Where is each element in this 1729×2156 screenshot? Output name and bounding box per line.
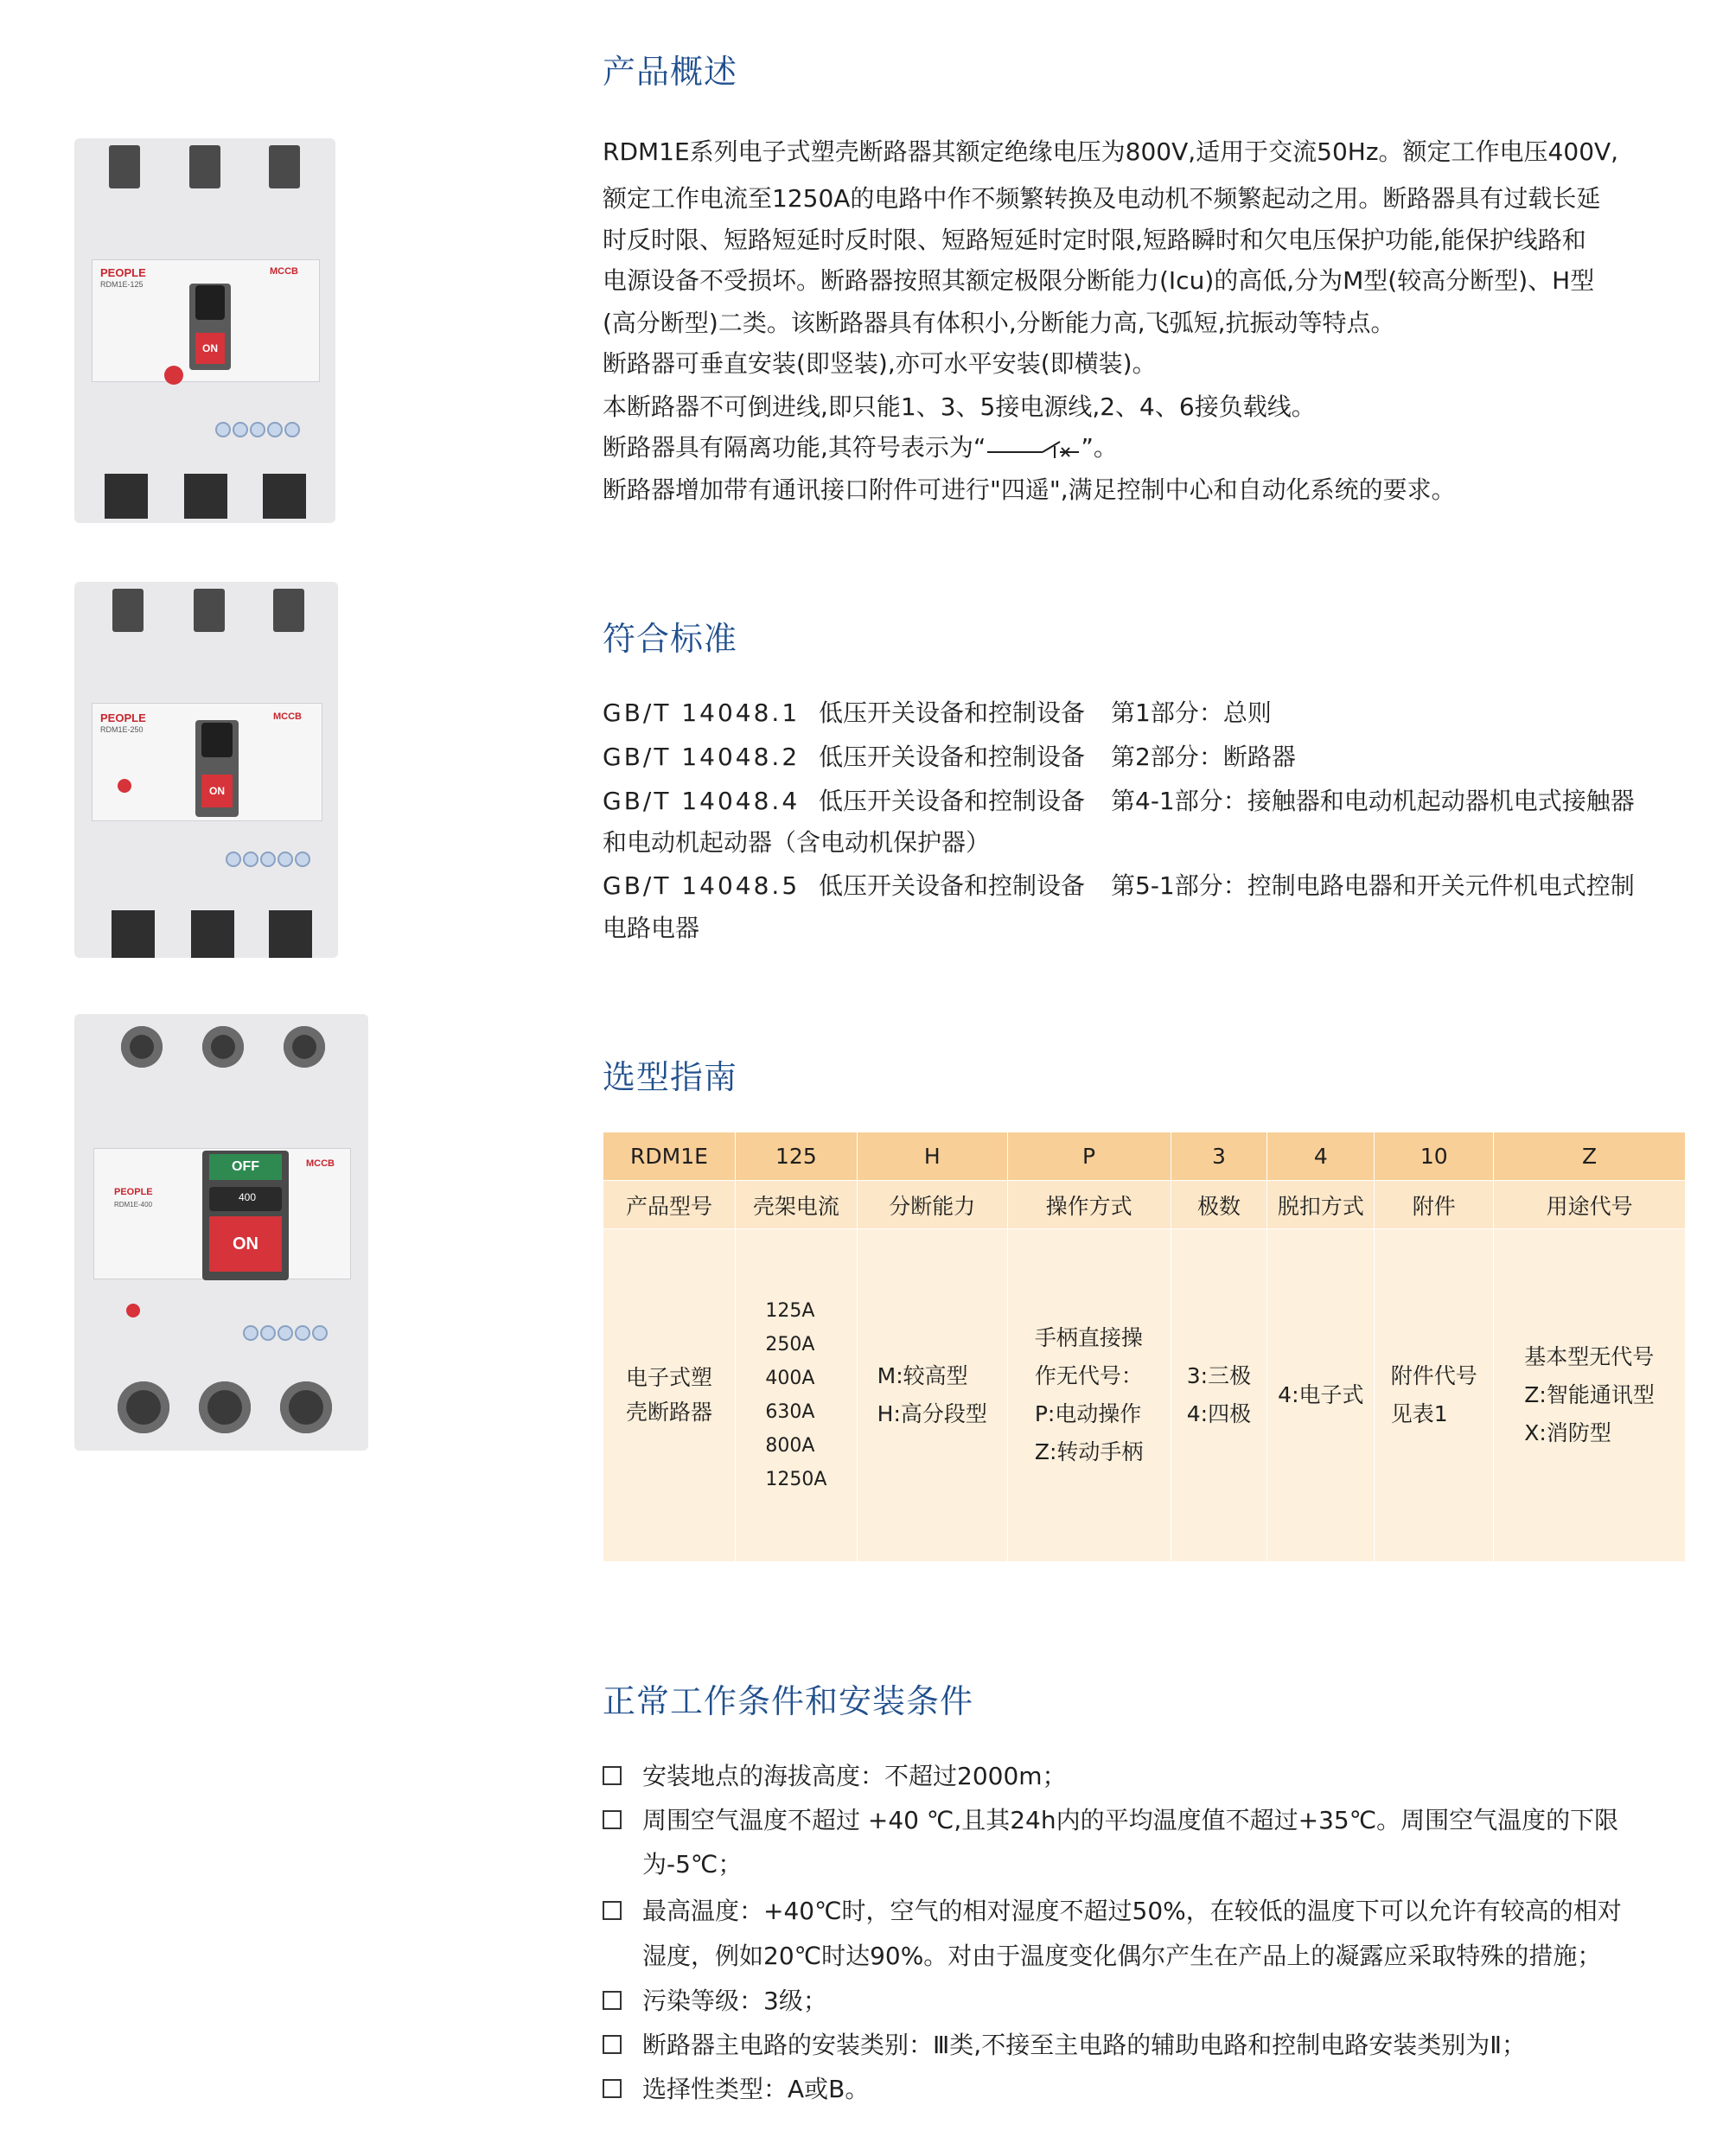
detail-line: 125A — [765, 1300, 815, 1322]
detail-line: 250A — [765, 1334, 815, 1355]
standard-part: 第4-1部分：接触器和电动机起动器机电式接触器 — [1111, 787, 1635, 815]
condition-text: 周围空气温度不超过 +40 ℃,且其24h内的平均温度值不超过+35℃。周围空气温度的下限 — [642, 1806, 1619, 1834]
standard-continuation: 和电动机起动器（含电动机保护器） — [603, 828, 991, 857]
overview-line: 断路器增加带有通讯接口附件可进行"四遥",满足控制中心和自动化系统的要求。 — [603, 475, 1456, 504]
label-cell: 壳架电流 — [735, 1181, 857, 1229]
table-detail-row — [603, 1229, 1686, 1562]
standard-name: 低压开关设备和控制设备 — [819, 871, 1086, 900]
detail-line: 4:电子式 — [1278, 1382, 1364, 1407]
overview-line: 电源设备不受损坏。断路器按照其额定极限分断能力(Icu)的高低,分为M型(较高分断型)、H型 — [603, 266, 1595, 295]
standard-name: 低压开关设备和控制设备 — [819, 787, 1086, 815]
detail-line: 630A — [765, 1401, 815, 1423]
terminal-hole — [199, 1381, 251, 1433]
adjust-dial — [278, 1325, 293, 1341]
overview-line: (高分断型)二类。该断路器具有体积小,分断能力高,飞弧短,抗振动等特点。 — [603, 309, 1395, 337]
condition-text: 选择性类型：A或B。 — [642, 2075, 870, 2103]
terminal-slot — [263, 474, 306, 519]
detail-line: Z:转动手柄 — [1034, 1439, 1144, 1464]
symbol-suffix: ”。 — [1081, 433, 1118, 462]
isolator-symbol-icon — [986, 437, 1081, 460]
standard-part: 第1部分：总则 — [1111, 698, 1272, 727]
detail-line: 基本型无代号 — [1524, 1344, 1655, 1369]
detail-line: 800A — [765, 1435, 815, 1457]
detail-line: Z:智能通讯型 — [1524, 1382, 1655, 1407]
code-cell: 3 — [1171, 1132, 1267, 1181]
terminal-slot — [191, 910, 234, 958]
condition-text: 为-5℃； — [642, 1850, 743, 1879]
adjust-dial — [284, 422, 300, 437]
standards-heading: 符合标准 — [603, 620, 738, 658]
adjust-dial — [295, 852, 310, 867]
detail-cell — [857, 1229, 1007, 1562]
on-indicator: ON — [201, 775, 233, 807]
label-cell: 脱扣方式 — [1267, 1181, 1375, 1229]
terminal-slot — [269, 145, 300, 188]
detail-cell — [1267, 1229, 1375, 1562]
standard-item — [603, 692, 1272, 735]
terminal-hole — [280, 1381, 332, 1433]
terminal-hole — [121, 1026, 163, 1068]
adjust-dial — [260, 1325, 276, 1341]
terminal-slot — [189, 145, 220, 188]
product-image-rdm1e-400 — [74, 1014, 368, 1451]
condition-text: 污染等级：3级； — [642, 1987, 827, 2015]
adjust-dial — [250, 422, 265, 437]
code-cell: Z — [1494, 1132, 1686, 1181]
detail-line: X:消防型 — [1524, 1420, 1611, 1445]
detail-cell — [603, 1229, 736, 1562]
test-button — [118, 779, 131, 793]
detail-line: P:电动操作 — [1034, 1401, 1142, 1426]
adjust-dial — [260, 852, 276, 867]
detail-line: H:高分段型 — [877, 1401, 987, 1426]
standard-code: GB/T 14048.2 — [603, 743, 801, 771]
terminal-slot — [105, 474, 148, 519]
checkbox-icon — [603, 1766, 622, 1785]
adjust-dial — [312, 1325, 328, 1341]
detail-cell — [1007, 1229, 1171, 1562]
detail-cell — [1375, 1229, 1494, 1562]
standard-name: 低压开关设备和控制设备 — [819, 698, 1086, 727]
product-image-rdm1e-250 — [74, 582, 338, 958]
mccb-label: MCCB — [306, 1158, 335, 1169]
overview-line: 本断路器不可倒进线,即只能1、3、5接电源线,2、4、6接负载线。 — [603, 392, 1316, 421]
standard-item — [603, 736, 1296, 779]
standard-item — [603, 780, 1635, 823]
condition-text: 最高温度：+40℃时，空气的相对湿度不超过50%，在较低的温度下可以允许有较高的相对 — [642, 1897, 1622, 1925]
label-cell: 产品型号 — [603, 1181, 736, 1229]
code-cell: P — [1007, 1132, 1171, 1181]
table-label-row — [603, 1181, 1686, 1229]
checkbox-icon — [603, 1991, 622, 2010]
conditions-heading: 正常工作条件和安装条件 — [603, 1682, 974, 1720]
code-cell: 125 — [735, 1132, 857, 1181]
checkbox-icon — [603, 1810, 622, 1829]
terminal-slot — [184, 474, 227, 519]
product-image-rdm1e-125 — [74, 138, 335, 523]
checkbox-icon — [603, 2035, 622, 2054]
detail-line: 壳断路器 — [625, 1400, 712, 1425]
label-cell: 极数 — [1171, 1181, 1267, 1229]
standard-code: GB/T 14048.1 — [603, 698, 801, 727]
label-cell: 用途代号 — [1494, 1181, 1686, 1229]
adjust-dial — [233, 422, 248, 437]
terminal-hole — [202, 1026, 244, 1068]
detail-cell — [1171, 1229, 1267, 1562]
detail-line: 1250A — [765, 1469, 827, 1490]
standard-item — [603, 864, 1635, 908]
overview-line: 时反时限、短路短延时反时限、短路短延时定时限,短路瞬时和欠电压保护功能,能保护线路和 — [603, 226, 1586, 254]
brand-label: PEOPLE — [114, 1187, 153, 1197]
standard-part: 第2部分：断路器 — [1111, 743, 1296, 771]
standard-name: 低压开关设备和控制设备 — [819, 743, 1086, 771]
rating-label: 400 — [239, 1191, 257, 1203]
handle — [201, 723, 233, 757]
adjust-dial — [295, 1325, 310, 1341]
adjust-dial — [243, 852, 258, 867]
overview-line: 断路器可垂直安装(即竖装),亦可水平安装(即横装)。 — [603, 349, 1157, 378]
selection-table — [603, 1132, 1686, 1562]
detail-line: 3:三极 — [1186, 1363, 1252, 1388]
checkbox-icon — [603, 1901, 622, 1920]
handle — [195, 285, 225, 320]
detail-cell — [1494, 1229, 1686, 1562]
standard-code: GB/T 14048.4 — [603, 787, 801, 815]
standard-part: 第5-1部分：控制电路电器和开关元件机电式控制 — [1111, 871, 1635, 900]
detail-line: 4:四极 — [1186, 1401, 1252, 1426]
overview-symbol-line — [603, 427, 1118, 468]
label-cell: 分断能力 — [857, 1181, 1007, 1229]
on-indicator: ON — [195, 333, 225, 364]
label-cell: 附件 — [1375, 1181, 1494, 1229]
terminal-hole — [118, 1381, 169, 1433]
table-code-row — [603, 1132, 1686, 1181]
detail-line: 400A — [765, 1368, 815, 1389]
detail-cell — [735, 1229, 857, 1562]
adjust-dial — [267, 422, 283, 437]
selection-heading: 选型指南 — [603, 1058, 738, 1096]
code-cell: 10 — [1375, 1132, 1494, 1181]
model-label: RDM1E-125 — [100, 280, 144, 289]
brand-label: PEOPLE — [100, 266, 146, 279]
detail-line: 附件代号 — [1390, 1363, 1477, 1388]
standard-code: GB/T 14048.5 — [603, 871, 801, 900]
terminal-slot — [273, 589, 304, 632]
terminal-slot — [109, 145, 140, 188]
model-label: RDM1E-400 — [114, 1201, 153, 1209]
terminal-hole — [284, 1026, 325, 1068]
model-label: RDM1E-250 — [100, 725, 144, 734]
detail-line: 电子式塑 — [625, 1365, 712, 1390]
detail-line: 手柄直接操 — [1034, 1325, 1143, 1350]
condition-text: 断路器主电路的安装类别：Ⅲ类,不接至主电路的辅助电路和控制电路安装类别为Ⅱ； — [642, 2031, 1526, 2059]
terminal-slot — [112, 910, 155, 958]
mccb-label: MCCB — [273, 711, 302, 722]
detail-line: M:较高型 — [877, 1363, 968, 1388]
overview-line: RDM1E系列电子式塑壳断路器其额定绝缘电压为800V,适用于交流50Hz。额定工作电压400V, — [603, 137, 1619, 166]
adjust-dial — [215, 422, 231, 437]
off-indicator: OFF — [209, 1154, 282, 1180]
standard-continuation: 电路电器 — [603, 914, 700, 942]
detail-line: 作无代号： — [1034, 1363, 1143, 1388]
detail-line: 见表1 — [1390, 1401, 1448, 1426]
test-button — [126, 1304, 140, 1317]
brand-label: PEOPLE — [100, 711, 146, 724]
terminal-slot — [194, 589, 225, 632]
code-cell: RDM1E — [603, 1132, 736, 1181]
overview-heading: 产品概述 — [603, 53, 738, 91]
label-cell: 操作方式 — [1007, 1181, 1171, 1229]
mccb-label: MCCB — [270, 266, 298, 277]
code-cell: H — [857, 1132, 1007, 1181]
adjust-dial — [278, 852, 293, 867]
condition-text: 安装地点的海拔高度：不超过2000m； — [642, 1762, 1067, 1790]
adjust-dial — [226, 852, 241, 867]
symbol-prefix: 断路器具有隔离功能,其符号表示为“ — [603, 433, 986, 462]
on-indicator: ON — [209, 1216, 282, 1272]
test-button — [164, 366, 183, 385]
adjust-dial — [243, 1325, 258, 1341]
condition-text: 湿度，例如20℃时达90%。对由于温度变化偶尔产生在产品上的凝露应采取特殊的措施； — [642, 1942, 1602, 1970]
terminal-slot — [112, 589, 144, 632]
overview-line: 额定工作电流至1250A的电路中作不频繁转换及电动机不频繁起动之用。断路器具有过载长延 — [603, 184, 1601, 213]
terminal-slot — [269, 910, 312, 958]
code-cell: 4 — [1267, 1132, 1375, 1181]
checkbox-icon — [603, 2079, 622, 2098]
